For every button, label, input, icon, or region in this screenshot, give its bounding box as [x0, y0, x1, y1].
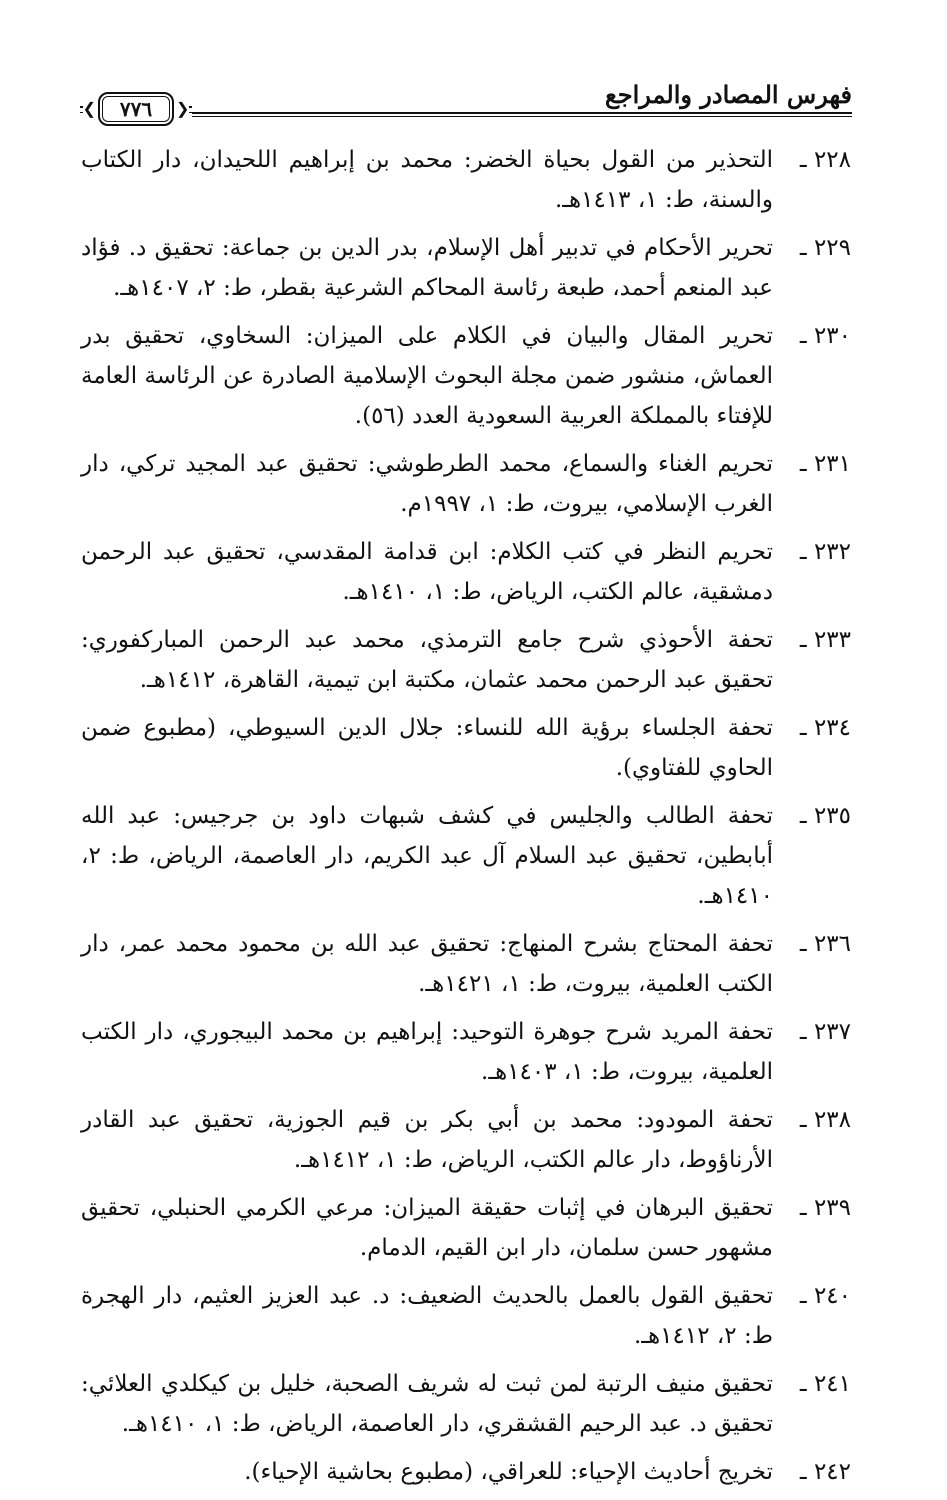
page-number-ornament — [80, 90, 192, 128]
entry-number: ٢٢٩ ـ — [799, 235, 851, 261]
entry-text: تحفة المريد شرح جوهرة التوحيد: إبراهيم بن محمد البيجوري، دار الكتب العلمية، بيروت، ط: ١، ١٤٠٣هـ. — [81, 1019, 773, 1085]
entry-number: ٢٣٦ ـ — [799, 931, 851, 957]
entry-text: تحفة الجلساء برؤية الله للنساء: جلال الدين السيوطي، (مطبوع ضمن الحاوي للفتاوي). — [81, 715, 773, 781]
entry-text: التحذير من القول بحياة الخضر: محمد بن إبراهيم اللحيدان، دار الكتاب والسنة، ط: ١، ١٤١٣هـ. — [81, 147, 773, 213]
entry-number: ٢٣٧ ـ — [799, 1019, 851, 1045]
entry-text: تحفة الطالب والجليس في كشف شبهات داود بن جرجيس: عبد الله أبابطين، تحقيق عبد السلام آل عبد الكريم، دار العاصمة، الرياض، ط: ٢، ١٤١٠هـ. — [81, 803, 773, 909]
entry-text: تحريم النظر في كتب الكلام: ابن قدامة المقدسي، تحقيق عبد الرحمن دمشقية، عالم الكتب، الرياض، ط: ١، ١٤١٠هـ. — [81, 539, 773, 605]
entry-text: تحقيق منيف الرتبة لمن ثبت له شريف الصحبة، خليل بن كيكلدي العلائي: تحقيق د. عبد الرحيم القشقري، دار العاصمة، الرياض، ط: ١، ١٤١٠هـ. — [81, 1371, 773, 1437]
entry-number: ٢٣٢ ـ — [799, 539, 851, 565]
entry-number: ٢٣٤ ـ — [799, 715, 851, 741]
entry-number: ٢٣٠ ـ — [799, 323, 851, 349]
entry-text: تحريم الغناء والسماع، محمد الطرطوشي: تحقيق عبد المجيد تركي، دار الغرب الإسلامي، بيروت، ط: ١، ١٩٩٧م. — [81, 451, 773, 517]
bibliography-entry — [81, 532, 851, 612]
entry-text: تحرير المقال والبيان في الكلام على الميزان: السخاوي، تحقيق بدر العماش، منشور ضمن مجلة البحوث الإسلامية الصادرة عن الرئاسة العامة للإفتاء بالمملكة العربية السعودية العدد (٥٦). — [81, 323, 773, 429]
ornament-line-right — [189, 106, 192, 113]
entry-text: تحقيق القول بالعمل بالحديث الضعيف: د. عبد العزيز العثيم، دار الهجرة ط: ٢، ١٤١٢هـ. — [81, 1283, 773, 1349]
bibliography-entry — [81, 444, 851, 524]
bibliography-entry — [81, 924, 851, 1004]
bibliography-entry — [81, 1188, 851, 1268]
header-rule — [192, 112, 852, 117]
entry-text: تحفة المحتاج بشرح المنهاج: تحقيق عبد الله بن محمود محمد عمر، دار الكتب العلمية، بيروت، ط: ١، ١٤٢١هـ. — [81, 931, 773, 997]
running-title: فهرس المصادر والمراجع — [604, 80, 852, 109]
entry-text: تخريج أحاديث الإحياء: للعراقي، (مطبوع بحاشية الإحياء). — [244, 1459, 773, 1485]
bibliography-entry — [81, 1012, 851, 1092]
entry-number: ٢٢٨ ـ — [799, 147, 851, 173]
bibliography-entry — [81, 708, 851, 788]
entry-number: ٢٣١ ـ — [799, 451, 851, 477]
entry-number: ٢٣٥ ـ — [799, 803, 851, 829]
entry-number: ٢٤١ ـ — [799, 1371, 851, 1397]
ornament-glyph-left: ❮ — [82, 99, 96, 118]
bibliography-entry — [81, 1364, 851, 1444]
ornament-glyph-right: ❯ — [176, 99, 190, 118]
bibliography-entry — [81, 228, 851, 308]
bibliography-list — [81, 140, 851, 1500]
bibliography-entry — [81, 796, 851, 916]
bibliography-entry — [81, 620, 851, 700]
entry-number: ٢٣٣ ـ — [799, 627, 851, 653]
page-number: ٧٧٦ — [98, 92, 174, 126]
bibliography-entry — [81, 1452, 851, 1492]
entry-number: ٢٣٨ ـ — [799, 1107, 851, 1133]
page-header — [80, 78, 852, 128]
entry-text: تحفة المودود: محمد بن أبي بكر بن قيم الجوزية، تحقيق عبد القادر الأرناؤوط، دار عالم الكتب، الرياض، ط: ١، ١٤١٢هـ. — [81, 1107, 773, 1173]
entry-text: تحقيق البرهان في إثبات حقيقة الميزان: مرعي الكرمي الحنبلي، تحقيق مشهور حسن سلمان، دار ابن القيم، الدمام. — [81, 1195, 773, 1261]
entry-number: ٢٤٢ ـ — [799, 1459, 851, 1485]
bibliography-entry — [81, 140, 851, 220]
bibliography-entry — [81, 1276, 851, 1356]
entry-text: تحرير الأحكام في تدبير أهل الإسلام، بدر الدين بن جماعة: تحقيق د. فؤاد عبد المنعم أحمد، طبعة رئاسة المحاكم الشرعية بقطر، ط: ٢، ١٤٠٧هـ. — [81, 235, 773, 301]
entry-text: تحفة الأحوذي شرح جامع الترمذي، محمد عبد الرحمن المباركفوري: تحقيق عبد الرحمن محمد عثمان، مكتبة ابن تيمية، القاهرة، ١٤١٢هـ. — [81, 627, 773, 693]
entry-number: ٢٤٠ ـ — [799, 1283, 851, 1309]
bibliography-entry — [81, 1100, 851, 1180]
bibliography-entry — [81, 316, 851, 436]
entry-number: ٢٣٩ ـ — [799, 1195, 851, 1221]
